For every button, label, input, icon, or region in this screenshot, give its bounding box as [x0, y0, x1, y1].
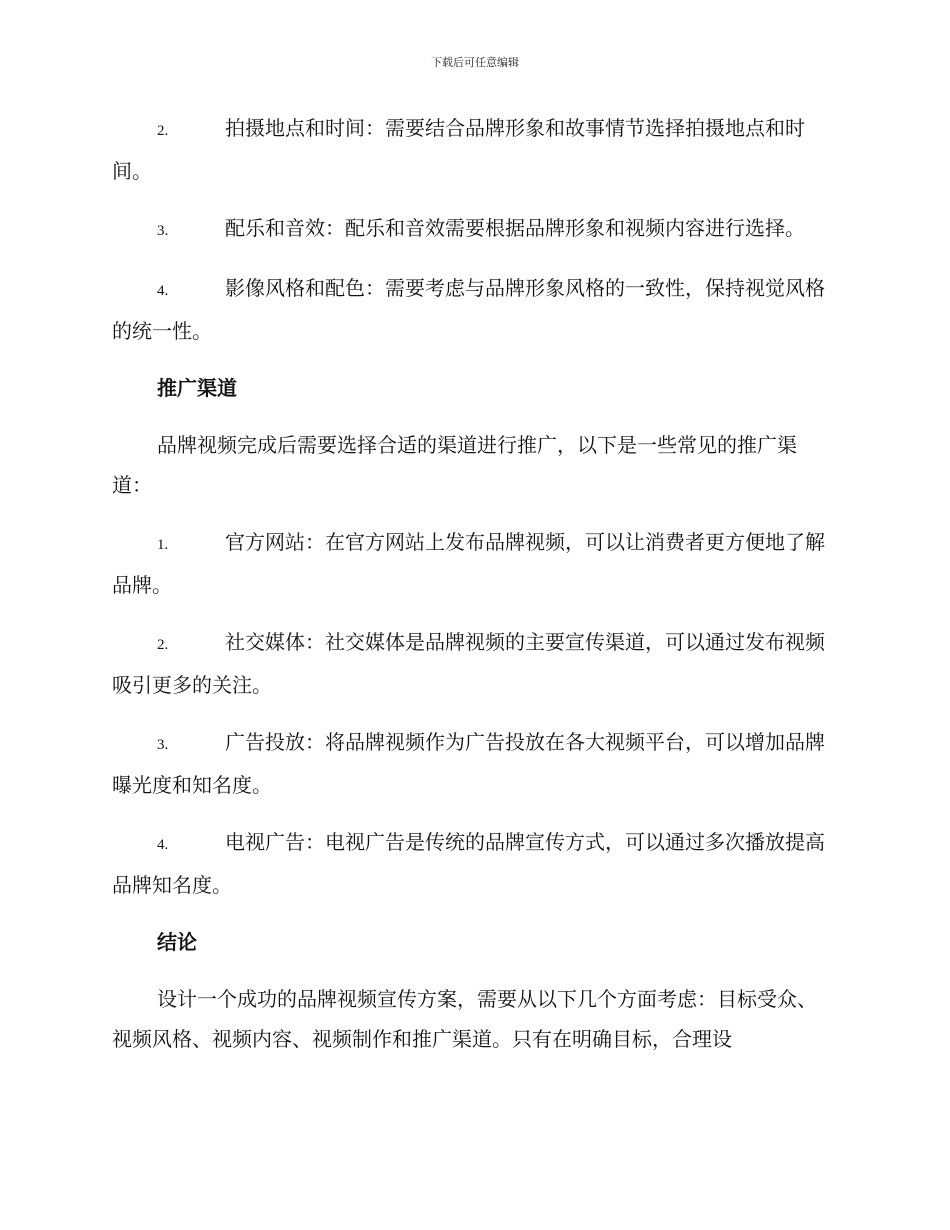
list-number: 2. — [157, 123, 169, 139]
list-item-text: 官方网站：在官方网站上发布品牌视频，可以让消费者更方便地了解品牌。 — [112, 530, 825, 597]
list-item-tv-ads — [112, 822, 836, 905]
list-item-social-media — [112, 622, 836, 705]
list-item-text: 影像风格和配色：需要考虑与品牌形象风格的一致性，保持视觉风格的统一性。 — [112, 276, 825, 343]
list-number: 2. — [157, 637, 169, 653]
list-item-advertising — [112, 722, 836, 805]
list-item-text: 电视广告：电视广告是传统的品牌宣传方式，可以通过多次播放提高品牌知名度。 — [112, 830, 825, 897]
list-item-text: 配乐和音效：配乐和音效需要根据品牌形象和视频内容进行选择。 — [225, 216, 805, 240]
list-item-music — [112, 208, 836, 251]
list-item-text: 拍摄地点和时间：需要结合品牌形象和故事情节选择拍摄地点和时间。 — [112, 116, 805, 183]
section-heading-conclusion: 结论 — [157, 930, 197, 954]
conclusion-paragraph: 设计一个成功的品牌视频宣传方案，需要从以下几个方面考虑：目标受众、视频风格、视频内容、视频制作和推广渠道。只有在明确目标，合理设 — [112, 987, 817, 1051]
list-item-style-color — [112, 268, 836, 351]
list-item-text: 社交媒体：社交媒体是品牌视频的主要宣传渠道，可以通过发布视频吸引更多的关注。 — [112, 630, 825, 697]
list-number: 3. — [157, 737, 169, 753]
document-body — [112, 108, 836, 1076]
list-number: 4. — [157, 283, 169, 299]
page-header: 下载后可任意编辑 — [431, 56, 519, 69]
promotion-intro-paragraph: 品牌视频完成后需要选择合适的渠道进行推广，以下是一些常见的推广渠道： — [112, 433, 797, 497]
section-heading-promotion: 推广渠道 — [157, 376, 237, 400]
list-number: 3. — [157, 223, 169, 239]
list-item-official-website — [112, 522, 836, 605]
list-item-shooting-location — [112, 108, 836, 191]
list-number: 4. — [157, 837, 169, 853]
list-number: 1. — [157, 537, 169, 553]
list-item-text: 广告投放：将品牌视频作为广告投放在各大视频平台，可以增加品牌曝光度和知名度。 — [112, 730, 825, 797]
